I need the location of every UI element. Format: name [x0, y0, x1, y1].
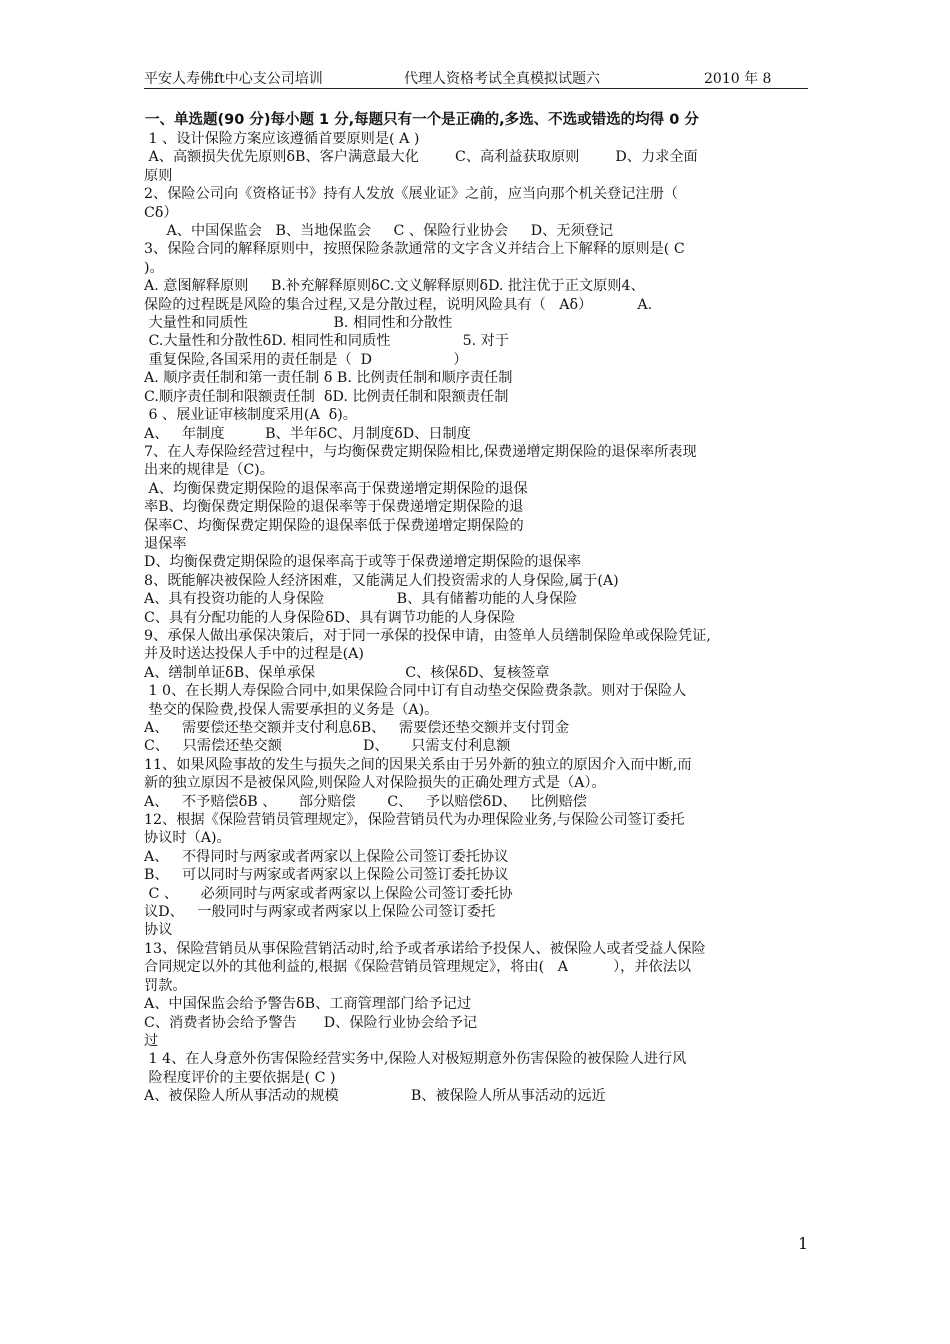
text-line: A、缮制单证ẟB、保单承保 C、核保ẟD、复核签章	[144, 664, 550, 681]
text-line: 重复保险,各国采用的责任制是（ D ）	[144, 351, 468, 368]
text-line: C、 只需偿还垫交额 D、 只需支付利息额	[144, 738, 511, 755]
text-line: A、均衡保费定期保险的退保率高于保费递增定期保险的退保	[144, 480, 528, 497]
text-line: B、 可以同时与两家或者两家以上保险公司签订委托协议	[144, 867, 509, 884]
header-title: 代理人资格考试全真模拟试题六	[404, 71, 600, 87]
page-number: 1	[798, 1234, 809, 1253]
text-line: 原则	[144, 167, 173, 184]
text-line: 议D、 一般同时与两家或者两家以上保险公司签订委托	[144, 904, 496, 921]
text-line: C、消费者协会给予警告 D、保险行业协会给予记	[144, 1014, 478, 1031]
text-line: 大量性和同质性 B. 相同性和分散性	[144, 315, 453, 332]
text-line: A、 需要偿还垫交额并支付利息ẟB、 需要偿还垫交额并支付罚金	[144, 720, 570, 736]
text-line: A. 顺序责任制和第一责任制 ẟ B. 比例责任制和顺序责任制	[144, 370, 513, 387]
question-lines	[144, 130, 810, 1106]
text-line: A. 意图解释原则 B.补充解释原则ẟC.文义解释原则ẟD. 批注优于正文原则4、	[144, 278, 645, 295]
text-line: 13、保险营销员从事保险营销活动时,给予或者承诺给予投保人、被保险人或者受益人保险	[144, 940, 706, 957]
header-date: 2010 年 8	[704, 71, 772, 87]
text-line: 退保率	[144, 535, 187, 552]
text-line: 并及时送达投保人手中的过程是(A)	[144, 646, 364, 663]
text-line: 率B、均衡保费定期保险的退保率等于保费递增定期保险的退	[144, 499, 524, 516]
text-line: 罚款。	[144, 977, 187, 994]
text-line: 垫交的保险费,投保人需要承担的义务是（A)。	[144, 701, 439, 718]
text-line: 9、承保人做出承保决策后，对于同一承保的投保申请，由签单人员缮制保险单或保险凭证,	[144, 627, 711, 644]
text-line: D、均衡保费定期保险的退保率高于或等于保费递增定期保险的退保率	[144, 554, 582, 571]
text-line: 协议时（A)。	[144, 830, 231, 847]
text-line: 11、如果风险事故的发生与损失之间的因果关系由于另外新的独立的原因介入而中断,而	[144, 756, 692, 773]
text-line: 12、根据《保险营销员管理规定》，保险营销员代为办理保险业务,与保险公司签订委托	[144, 812, 685, 829]
text-line: 1 0、在长期人寿保险合同中,如果保险合同中订有自动垫交保险费条款。则对于保险人	[144, 683, 687, 700]
text-line: 1 、设计保险方案应该遵循首要原则是( A )	[144, 131, 420, 147]
text-line: C.顺序责任制和限额责任制 ẟD. 比例责任制和限额责任制	[144, 388, 509, 405]
text-line: A、中国保监会 B、当地保监会 C 、保险行业协会 D、无须登记	[144, 223, 614, 240]
text-line: A、 年制度 B、半年ẟC、月制度ẟD、日制度	[144, 425, 471, 442]
text-line: 保险的过程既是风险的集合过程,又是分散过程，说明风险具有（ Aẟ） A.	[144, 296, 653, 313]
text-line: 过	[144, 1032, 159, 1049]
document-body	[144, 110, 810, 1106]
text-line: A、 不得同时与两家或者两家以上保险公司签订委托协议	[144, 848, 509, 865]
text-line: A、被保险人所从事活动的规模 B、被保险人所从事活动的远近	[144, 1088, 606, 1105]
text-line: 保率C、均衡保费定期保险的退保率低于保费递增定期保险的	[144, 517, 524, 534]
text-line: 6 、展业证审核制度采用(A ẟ)。	[144, 407, 357, 424]
text-line: Cẟ）	[144, 204, 178, 221]
text-line: A、高额损失优先原则ẟB、客户满意最大化 C、高利益获取原则 D、力求全面	[144, 149, 698, 166]
text-line: 3、保险合同的解释原则中，按照保险条款通常的文字含义并结合上下解释的原则是( C	[144, 241, 685, 258]
text-line: C.大量性和分散性ẟD. 相同性和同质性 5. 对于	[144, 333, 510, 350]
text-line: )。	[144, 259, 164, 276]
text-line: 2、保险公司向《资格证书》持有人发放《展业证》之前，应当向那个机关登记注册（	[144, 186, 678, 203]
text-line: A、 不予赔偿ẟB 、 部分赔偿 C、 予以赔偿ẟD、 比例赔偿	[144, 793, 587, 810]
text-line: 新的独立原因不是被保风险,则保险人对保险损失的正确处理方式是（A）。	[144, 775, 606, 792]
text-line: 7、在人寿保险经营过程中，与均衡保费定期保险相比,保费递增定期保险的退保率所表现	[144, 443, 697, 460]
text-line: 险程度评价的主要依据是( C )	[144, 1069, 336, 1086]
text-line: 协议	[144, 922, 173, 939]
text-line: A、具有投资功能的人身保险 B、具有储蓄功能的人身保险	[144, 591, 578, 608]
text-line: 1 4、在人身意外伤害保险经营实务中,保险人对极短期意外伤害保险的被保险人进行风	[144, 1051, 687, 1068]
header-company: 平安人寿佛ft中心支公司培训	[144, 71, 323, 87]
text-line: C 、 必须同时与两家或者两家以上保险公司签订委托协	[144, 885, 513, 902]
text-line: 合同规定以外的其他利益的,根据《保险营销员管理规定》，将由( A ），并依法以	[144, 959, 692, 976]
text-line: 8、既能解决被保险人经济困难，又能满足人们投资需求的人身保险,属于(A)	[144, 572, 619, 589]
section-heading: 一、单选题(90 分)每小题 1 分,每题只有一个是正确的,多选、不选或错选的均得 0 分	[145, 112, 699, 128]
page-header	[144, 64, 808, 89]
text-line: 出来的规律是（C)。	[144, 462, 274, 479]
text-line: C、具有分配功能的人身保险ẟD、具有调节功能的人身保险	[144, 609, 516, 626]
text-line: A、中国保监会给予警告ẟB、工商管理部门给予记过	[144, 996, 472, 1013]
